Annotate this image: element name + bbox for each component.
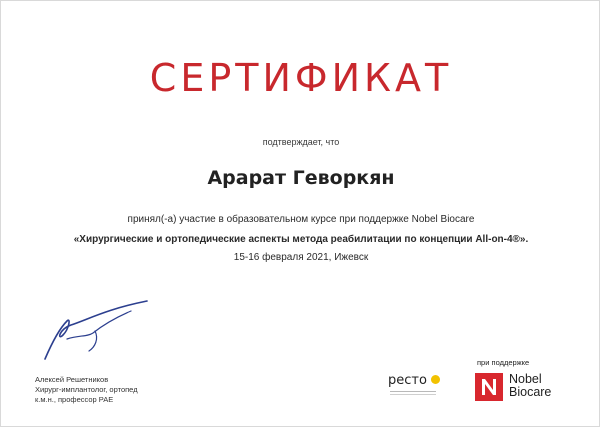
recipient-name: Арарат Геворкян <box>207 167 395 189</box>
resto-logo <box>388 373 450 401</box>
participation-text: принял(-а) участие в образовательном курсе при поддержке Nobel Biocare <box>127 214 475 225</box>
nobel-word: Nobel <box>509 372 542 386</box>
signature-image <box>37 299 157 363</box>
resto-dot-icon <box>431 375 440 384</box>
resto-tagline-lines <box>390 391 436 395</box>
nobel-biocare-wordmark <box>509 373 551 399</box>
signer-block <box>35 375 138 405</box>
support-label: при поддержке <box>477 358 530 367</box>
biocare-word: Biocare <box>509 385 552 399</box>
signer-role: Хирург-имплантолог, ортопед <box>35 385 138 394</box>
resto-logo-text: ресто <box>388 373 427 388</box>
signer-name: Алексей Решетников <box>35 375 109 384</box>
confirms-text: подтверждает, что <box>262 137 340 147</box>
signer-degree: к.м.н., профессор РАЕ <box>35 395 114 404</box>
course-title: «Хирургические и ортопедические аспекты метода реабилитации по концепции All-on-4®». <box>73 234 529 245</box>
nobel-n-icon <box>475 373 503 401</box>
course-date-location: 15-16 февраля 2021, Ижевск <box>233 252 369 263</box>
certificate-title: СЕРТИФИКАТ <box>149 56 453 100</box>
nobel-biocare-logo <box>475 371 575 405</box>
